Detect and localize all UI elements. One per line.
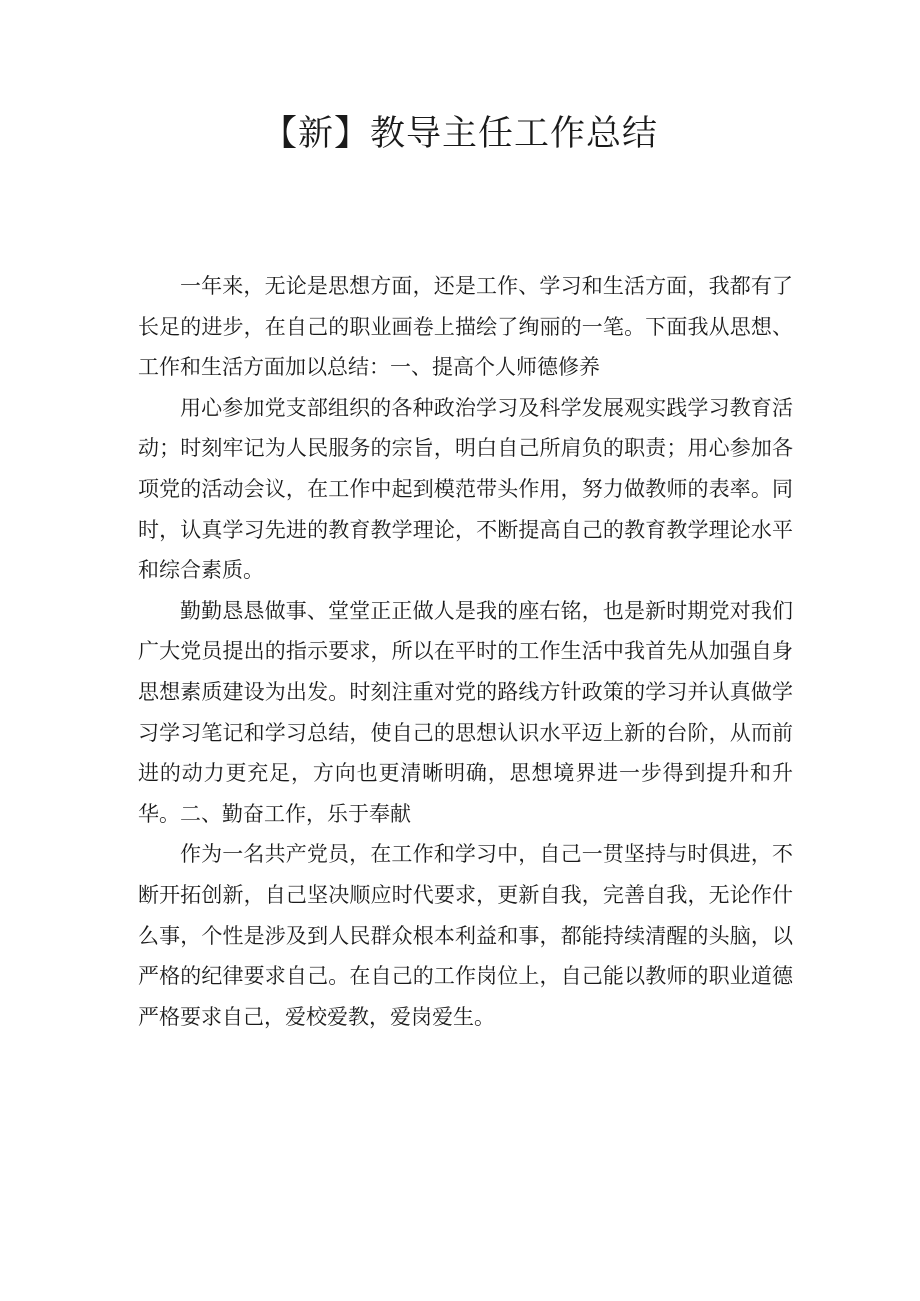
paragraph-4: 作为一名共产党员，在工作和学习中，自己一贯坚持与时俱进，不断开拓创新，自己坚决顺应时代要求，更新自我，完善自我，无论作什么事，个性是涉及到人民群众根本利益和事，都能持续清醒的头脑，以严格的纪律要求自己。在自己的工作岗位上，自己能以教师的职业道德严格要求自己，爱校爱教，爱岗爱生。 — [138, 842, 793, 1029]
document-title: 【新】教导主任工作总结 — [261, 114, 658, 154]
paragraph-2: 用心参加党支部组织的各种政治学习及科学发展观实践学习教育活动；时刻牢记为人民服务的宗旨，明白自己所肩负的职责；用心参加各项党的活动会议，在工作中起到模范带头作用，努力做教师的表率。同时，认真学习先进的教育教学理论，不断提高自己的教育教学理论水平和综合素质。 — [138, 395, 793, 583]
document-body — [138, 266, 793, 1037]
paragraph-3: 勤勤恳恳做事、堂堂正正做人是我的座右铭，也是新时期党对我们广大党员提出的指示要求，所以在平时的工作生活中我首先从加强自身思想素质建设为出发。时刻注重对党的路线方针政策的学习并认真做学习学习笔记和学习总结，使自己的思想认识水平迈上新的台阶，从而前进的动力更充足，方向也更清晰明确，思想境界进一步得到提升和升华。二、勤奋工作，乐于奉献 — [138, 598, 793, 826]
paragraph-1: 一年来，无论是思想方面，还是工作、学习和生活方面，我都有了长足的进步，在自己的职业画卷上描绘了绚丽的一笔。下面我从思想、工作和生活方面加以总结：一、提高个人师德修养 — [138, 274, 793, 380]
